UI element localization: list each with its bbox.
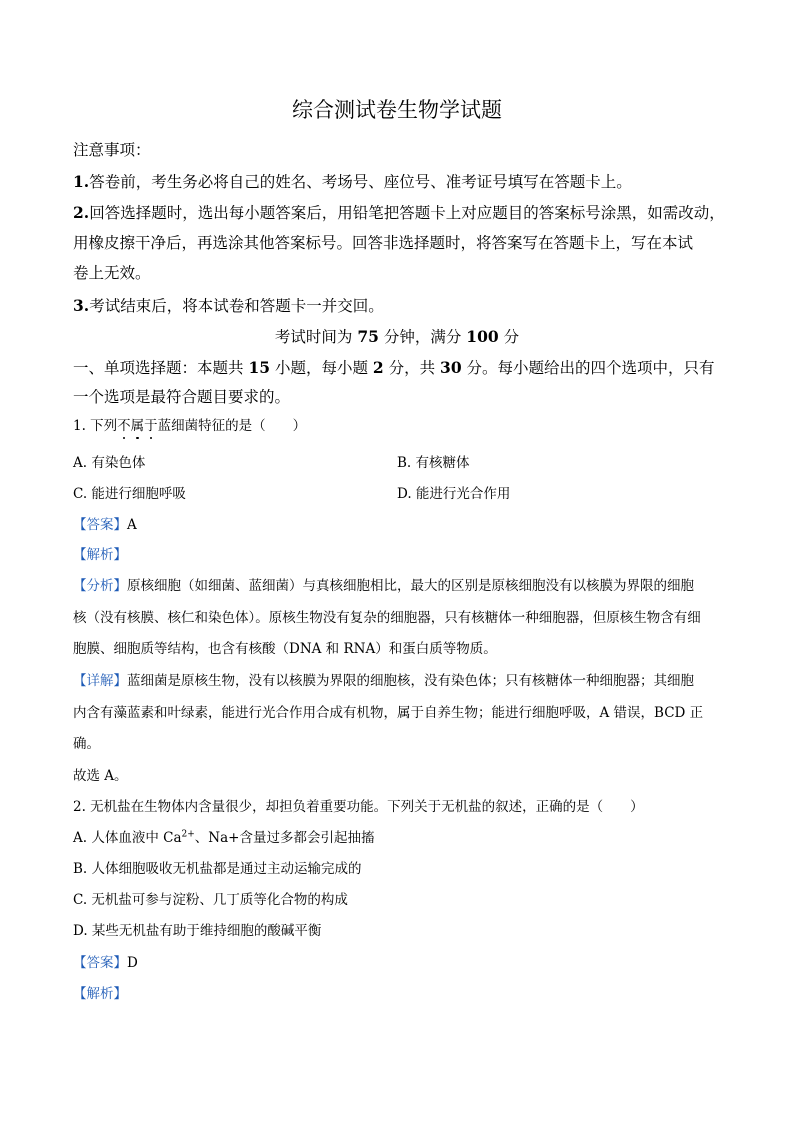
- notice-item-1-text: 答卷前，考生务必将自己的姓名、考场号、座位号、准考证号填写在答题卡上。: [89, 173, 632, 191]
- exam-time-text-3: 分: [498, 328, 520, 346]
- question-2-option-a: [73, 826, 374, 846]
- fenxi-text: 原核细胞（如细菌、蓝细菌）与真核细胞相比，最大的区别是原核细胞没有以核膜为界限的细胞: [127, 578, 694, 594]
- question-2-option-d: D. 某些无机盐有助于维持细胞的酸碱平衡: [73, 923, 322, 939]
- question-1-analysis-tag: 【解析】: [73, 547, 127, 563]
- question-1-fenxi-line-3: 胞膜、细胞质等结构，也含有核酸（DNA 和 RNA）和蛋白质等物质。: [73, 641, 497, 657]
- notice-heading: 注意事项：: [73, 141, 151, 159]
- section-text-1: 一、单项选择题：本题共: [73, 359, 249, 377]
- question-1-stem: [73, 414, 306, 434]
- question-2-option-b: B. 人体细胞吸收无机盐都是通过主动运输完成的: [73, 861, 362, 877]
- emphasis-char: 属: [131, 414, 145, 434]
- notice-item-2-line-2: 用橡皮擦干净后，再选涂其他答案标号。回答非选择题时，将答案写在答题卡上，写在本试: [73, 234, 694, 252]
- notice-item-3: [73, 294, 384, 316]
- ion-charge: 2+: [181, 829, 195, 840]
- question-1-answer: [73, 513, 137, 533]
- question-1-option-d: D. 能进行光合作用: [397, 486, 511, 502]
- page-title: 综合测试卷生物学试题: [292, 98, 502, 122]
- section-text-3: 分，共: [383, 359, 441, 377]
- question-1-stem-prefix: 1. 下列: [73, 418, 118, 434]
- section-text-4: 分。每小题给出的四个选项中，只有: [461, 359, 715, 377]
- option-a-text: A. 人体血液中 Ca: [73, 830, 182, 846]
- question-2-stem: 2. 无机盐在生物体内含量很少，却担负着重要功能。下列关于无机盐的叙述，正确的是（ ）: [73, 799, 644, 815]
- answer-tag: 【答案】: [73, 955, 127, 971]
- question-1-xiangjie: [73, 669, 694, 689]
- question-1-conclusion: 故选 A。: [73, 768, 128, 784]
- question-1-stem-suffix: 蓝细菌特征的是（ ）: [157, 418, 307, 434]
- notice-item-3-text: 考试结束后，将本试卷和答题卡一并交回。: [89, 297, 384, 315]
- notice-item-2-number: 2.: [73, 203, 90, 222]
- section-points-total: 30: [440, 358, 462, 377]
- section-heading-line-2: 一个选项是最符合题目要求的。: [73, 388, 291, 406]
- section-question-count: 15: [248, 358, 271, 377]
- question-2-answer: [73, 951, 138, 971]
- emphasis-char: 不: [117, 414, 131, 434]
- section-text-2: 小题，每小题: [270, 359, 373, 377]
- exam-minutes: 75: [357, 327, 379, 346]
- exam-time-line: [0, 325, 794, 347]
- question-1-fenxi-line-2: 核（没有核膜、核仁和染色体）。原核生物没有复杂的细胞器，只有核糖体一种细胞器，但原核生物含有细: [73, 610, 701, 626]
- emphasis-char: 于: [144, 414, 158, 434]
- question-1-xiangjie-line-2: 内含有藻蓝素和叶绿素，能进行光合作用合成有机物，属于自养生物；能进行细胞呼吸，A 错误，BCD 正: [73, 705, 704, 721]
- notice-item-1: [73, 170, 632, 192]
- answer-tag: 【答案】: [73, 517, 127, 533]
- question-1-option-c: C. 能进行细胞呼吸: [73, 486, 186, 502]
- question-2-option-c: C. 无机盐可参与淀粉、几丁质等化合物的构成: [73, 892, 348, 908]
- xiangjie-tag: 【详解】: [73, 673, 127, 689]
- notice-item-1-number: 1.: [73, 172, 90, 191]
- question-1-xiangjie-line-3: 确。: [73, 736, 100, 752]
- exam-time-text: 考试时间为: [274, 328, 358, 346]
- section-heading: [73, 356, 715, 378]
- notice-item-2-line-3: 卷上无效。: [73, 264, 151, 282]
- notice-item-2-text: 回答选择题时，选出每小题答案后，用铅笔把答题卡上对应题目的答案标号涂黑，如需改动，: [89, 204, 725, 222]
- answer-value: D: [127, 955, 138, 971]
- notice-item-3-number: 3.: [73, 296, 90, 315]
- question-1-option-b: B. 有核糖体: [397, 455, 470, 471]
- exam-time-text-2: 分钟，满分: [378, 328, 467, 346]
- section-points-each: 2: [372, 358, 384, 377]
- question-1-fenxi: [73, 574, 694, 594]
- answer-value: A: [127, 517, 137, 533]
- xiangjie-text: 蓝细菌是原核生物，没有以核膜为界限的细胞核，没有染色体；只有核糖体一种细胞器；其细胞: [127, 673, 694, 689]
- question-2-analysis-tag: 【解析】: [73, 986, 127, 1002]
- notice-item-2: [73, 201, 725, 223]
- exam-full-score: 100: [466, 327, 499, 346]
- fenxi-tag: 【分析】: [73, 578, 127, 594]
- option-a-text-2: 、Na+含量过多都会引起抽搐: [194, 830, 375, 846]
- question-1-option-a: A. 有染色体: [73, 455, 146, 471]
